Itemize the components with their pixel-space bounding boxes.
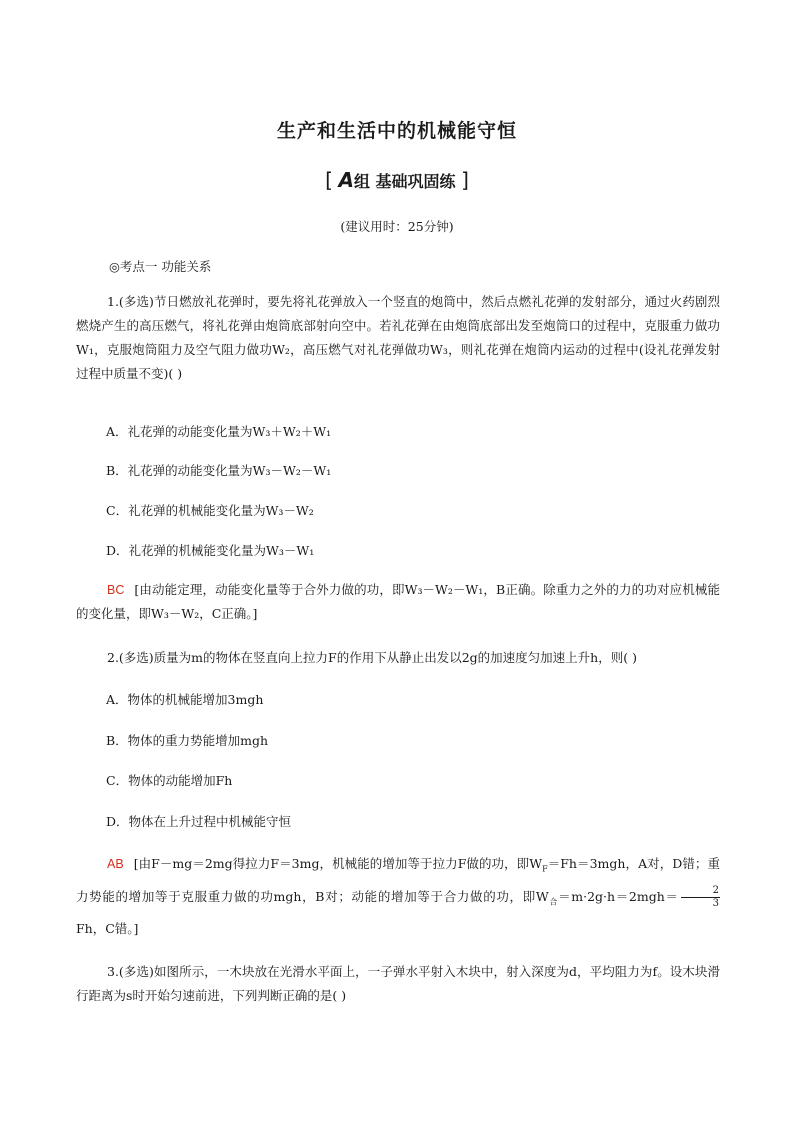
question-1-option-b: B．礼花弹的动能变化量为W₃－W₂－W₁ (106, 463, 332, 478)
question-2-explanation-part3: ＝m·2g·h＝2mgh＝ (558, 888, 679, 904)
question-1-answer-block (76, 578, 720, 626)
question-2-sub-he: 合 (548, 897, 559, 906)
question-2-option-b: B．物体的重力势能增加mgh (106, 733, 269, 748)
question-2-option-c: C．物体的动能增加Fh (106, 773, 233, 788)
question-2-explanation-part2: ＝Fh＝3mgh，A对，D错；重力势能的增加等于克服重力做的功mgh，B对；动能的增加等于合力做的功，即W (76, 856, 720, 904)
group-close-bracket: ] (461, 168, 469, 192)
question-3-stem: 3.(多选)如图所示，一木块放在光滑水平面上，一子弹水平射入木块中，射入深度为d，平均阻力为f。设木块滑行距离为s时开始匀速前进，下列判断正确的是( ) (76, 964, 720, 1003)
group-open-bracket: [ (325, 168, 333, 192)
question-1-explanation: [由动能定理，动能变化量等于合外力做的功，即W₃－W₂－W₁，B正确。除重力之外的力的功对应机械能的变化量，即W₃－W₂，C正确。] (76, 582, 720, 621)
question-1-option-d: D．礼花弹的机械能变化量为W₃－W₁ (106, 543, 315, 558)
question-2-option-a: A．物体的机械能增加3mgh (106, 692, 264, 707)
question-2-explanation-part1: [由F－mg＝2mg得拉力F＝3mg，机械能的增加等于拉力F做的功，即W (133, 856, 543, 871)
time-note: (建议用时：25分钟) (340, 219, 454, 234)
question-2-sub-f: F (542, 864, 548, 874)
question-2-answer-block (76, 850, 720, 942)
question-2-stem: 2.(多选)质量为m的物体在竖直向上拉力F的作用下从静止出发以2g的加速度匀加速上升h，则( ) (107, 650, 637, 665)
question-2-answer: AB (107, 857, 124, 871)
question-1-answer: BC (107, 583, 125, 597)
group-heading (0, 168, 794, 192)
fraction-numerator: 2 (681, 885, 720, 898)
page-title: 生产和生活中的机械能守恒 (276, 120, 517, 142)
question-1-option-c: C．礼花弹的机械能变化量为W₃－W₂ (106, 503, 314, 518)
fraction-denominator: 3 (712, 897, 719, 909)
question-2-option-d: D．物体在上升过程中机械能守恒 (106, 814, 292, 829)
question-1-option-a: A．礼花弹的动能变化量为W₃＋W₂＋W₁ (106, 424, 332, 439)
section-heading: ◎考点一 功能关系 (109, 259, 212, 274)
question-2-explanation-part4: Fh，C错。] (76, 921, 139, 936)
fraction-two-thirds (681, 885, 720, 910)
question-1-stem: 1.(多选)节日燃放礼花弹时，要先将礼花弹放入一个竖直的炮筒中，然后点燃礼花弹的发射部分，通过火药剧烈燃烧产生的高压燃气，将礼花弹由炮筒底部射向空中。若礼花弹在由炮筒底部出发至炮筒口的过程中，克服重力做功W₁，克服炮筒阻力及空气阻力做功W₂，高压燃气对礼花弹做功W₃，则礼花弹在炮筒内运动的过程中(设礼花弹发射过程中质量不变)( ) (76, 294, 720, 381)
group-letter: A (338, 168, 354, 192)
group-label: 组 基础巩固练 (353, 172, 456, 191)
